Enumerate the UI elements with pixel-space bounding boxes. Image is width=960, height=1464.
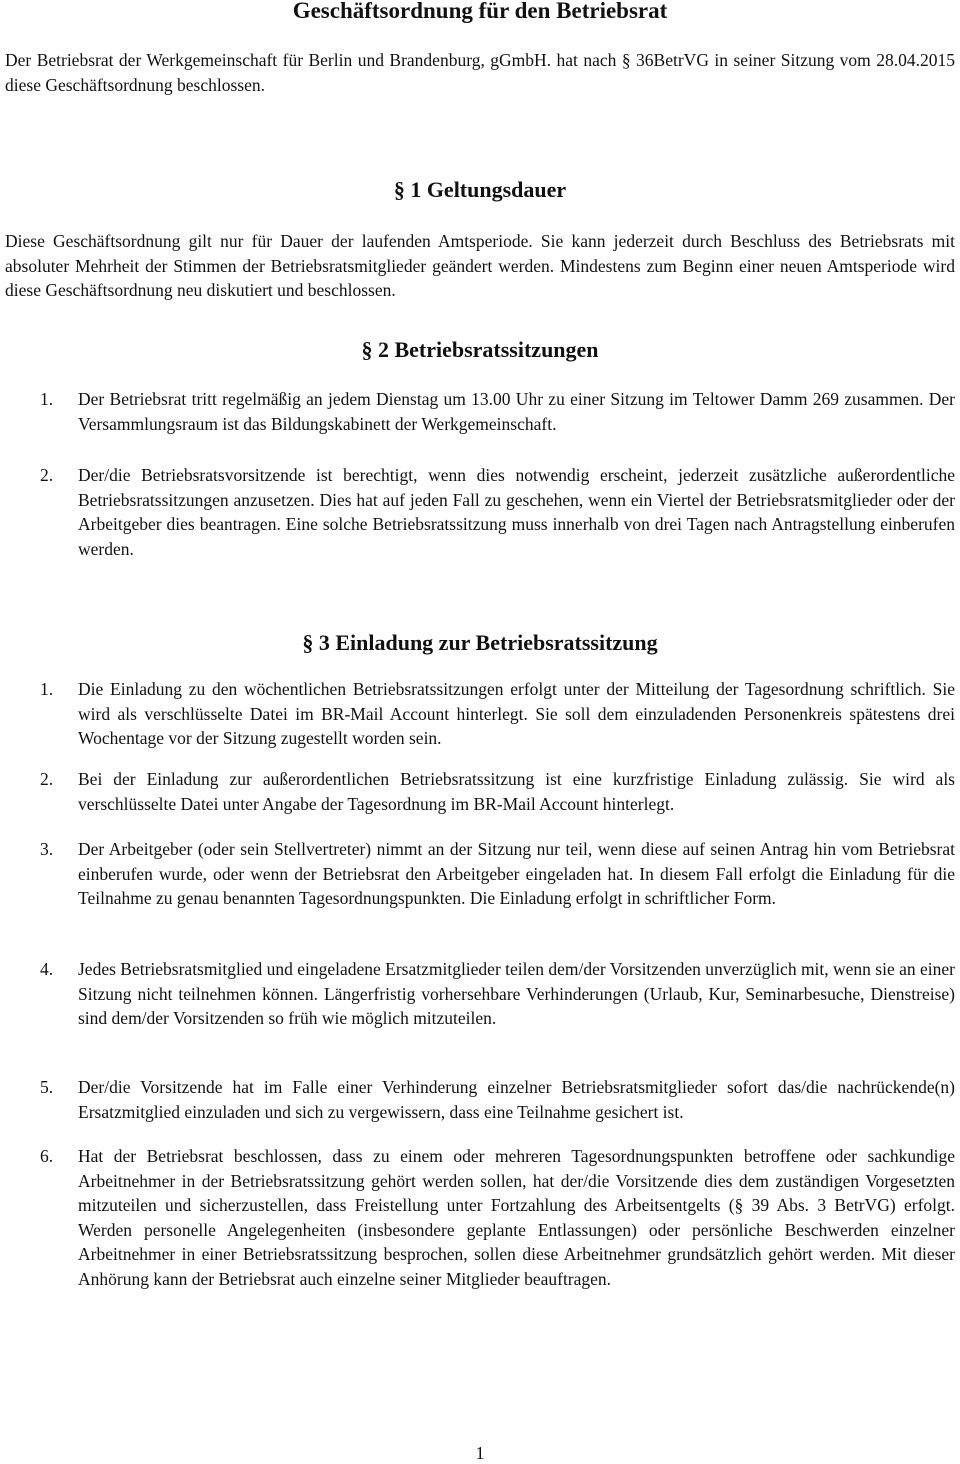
list-text: Die Einladung zu den wöchentlichen Betriebsratssitzungen erfolgt unter der Mitteilung der Tagesordnung schriftlich. Sie wird als verschlüsselte Datei im BR-Mail Account hinterlegt. Sie soll dem einzuladenden Personenkreis spätestens drei Wochentage vor der Sitzung zugestellt worden sein.: [78, 679, 955, 749]
list-item: [40, 463, 955, 561]
list-item: [40, 957, 955, 1031]
list-text: Jedes Betriebsratsmitglied und eingeladene Ersatzmitglieder teilen dem/der Vorsitzenden unverzüglich mit, wenn sie an einer Sitzung nicht teilnehmen können. Längerfristig vorhersehbare Verhinderungen (Urlaub, Kur, Seminarbesuche, Dienstreise) sind dem/der Vorsitzenden so früh wie möglich mitzuteilen.: [78, 959, 955, 1029]
section-2-heading: § 2 Betriebsratssitzungen: [361, 337, 599, 362]
page-number: 1: [475, 1443, 485, 1463]
document-title: Geschäftsordnung für den Betriebsrat: [292, 0, 668, 23]
list-item: [40, 387, 955, 436]
list-number: 3.: [40, 839, 54, 859]
list-number: 1.: [40, 679, 54, 699]
list-text: Der/die Vorsitzende hat im Falle einer Verhinderung einzelner Betriebsratsmitglieder sofort das/die nachrückende(n) Ersatzmitglied einzuladen und sich zu vergewissern, dass eine Teilnahme gesichert ist.: [78, 1077, 955, 1122]
intro-paragraph: Der Betriebsrat der Werkgemeinschaft für Berlin und Brandenburg, gGmbH. hat nach § 36BetrVG in seiner Sitzung vom 28.04.2015 diese Geschäftsordnung beschlossen.: [5, 50, 955, 95]
list-number: 4.: [40, 959, 54, 979]
list-number: 1.: [40, 389, 54, 409]
list-text: Der Arbeitgeber (oder sein Stellvertreter) nimmt an der Sitzung nur teil, wenn diese auf seinen Antrag hin vom Betriebsrat einberufen wurde, oder wenn der Betriebsrat den Arbeitgeber eingeladen hat. In diesem Fall erfolgt die Einladung für die Teilnahme zu genau benannten Tagesordnungspunkten. Die Einladung erfolgt in schriftlicher Form.: [78, 839, 955, 909]
section-3-heading: § 3 Einladung zur Betriebsratssitzung: [302, 630, 658, 655]
section-1-text: Diese Geschäftsordnung gilt nur für Dauer der laufenden Amtsperiode. Sie kann jederzeit durch Beschluss des Betriebsrats mit absoluter Mehrheit der Stimmen der Betriebsratsmitglieder geändert werden. Mindestens zum Beginn einer neuen Amtsperiode wird diese Geschäftsordnung neu diskutiert und beschlossen.: [5, 231, 955, 301]
list-text: Bei der Einladung zur außerordentlichen Betriebsratssitzung ist eine kurzfristige Einladung zulässig. Sie wird als verschlüsselte Datei unter Angabe der Tagesordnung im BR-Mail Account hinterlegt.: [78, 769, 955, 814]
list-item: [40, 677, 955, 751]
list-item: [40, 1144, 955, 1292]
list-item: [40, 767, 955, 816]
section-1-heading: § 1 Geltungsdauer: [393, 177, 567, 202]
list-item: [40, 837, 955, 911]
list-text: Der/die Betriebsratsvorsitzende ist berechtigt, wenn dies notwendig erscheint, jederzeit zusätzliche außerordentliche Betriebsratssitzungen anzusetzen. Dies hat auf jeden Fall zu geschehen, wenn ein Viertel der Betriebsratsmitglieder oder der Arbeitgeber dies beantragen. Eine solche Betriebsratssitzung muss innerhalb von drei Tagen nach Antragstellung einberufen werden.: [78, 465, 955, 559]
list-number: 2.: [40, 769, 54, 789]
list-item: [40, 1075, 955, 1124]
list-number: 6.: [40, 1146, 54, 1166]
list-number: 2.: [40, 465, 54, 485]
list-number: 5.: [40, 1077, 54, 1097]
list-text: Der Betriebsrat tritt regelmäßig an jedem Dienstag um 13.00 Uhr zu einer Sitzung im Teltower Damm 269 zusammen. Der Versammlungsraum ist das Bildungskabinett der Werkgemeinschaft.: [78, 389, 955, 434]
list-text: Hat der Betriebsrat beschlossen, dass zu einem oder mehreren Tagesordnungspunkten betroffene oder sachkundige Arbeitnehmer in der Betriebsratssitzung gehört werden sollen, hat der/die Vorsitzende dies dem zuständigen Vorgesetzten mitzuteilen und sicherzustellen, dass Freistellung unter Fortzahlung des Arbeitsentgelts (§ 39 Abs. 3 BetrVG) erfolgt. Werden personelle Angelegenheiten (insbesondere geplante Entlassungen) oder persönliche Beschwerden einzelner Arbeitnehmer in einer Betriebsratssitzung besprochen, sollen diese Arbeitnehmer grundsätzlich gehört werden. Mit dieser Anhörung kann der Betriebsrat auch einzelne seiner Mitglieder beauftragen.: [78, 1146, 955, 1289]
